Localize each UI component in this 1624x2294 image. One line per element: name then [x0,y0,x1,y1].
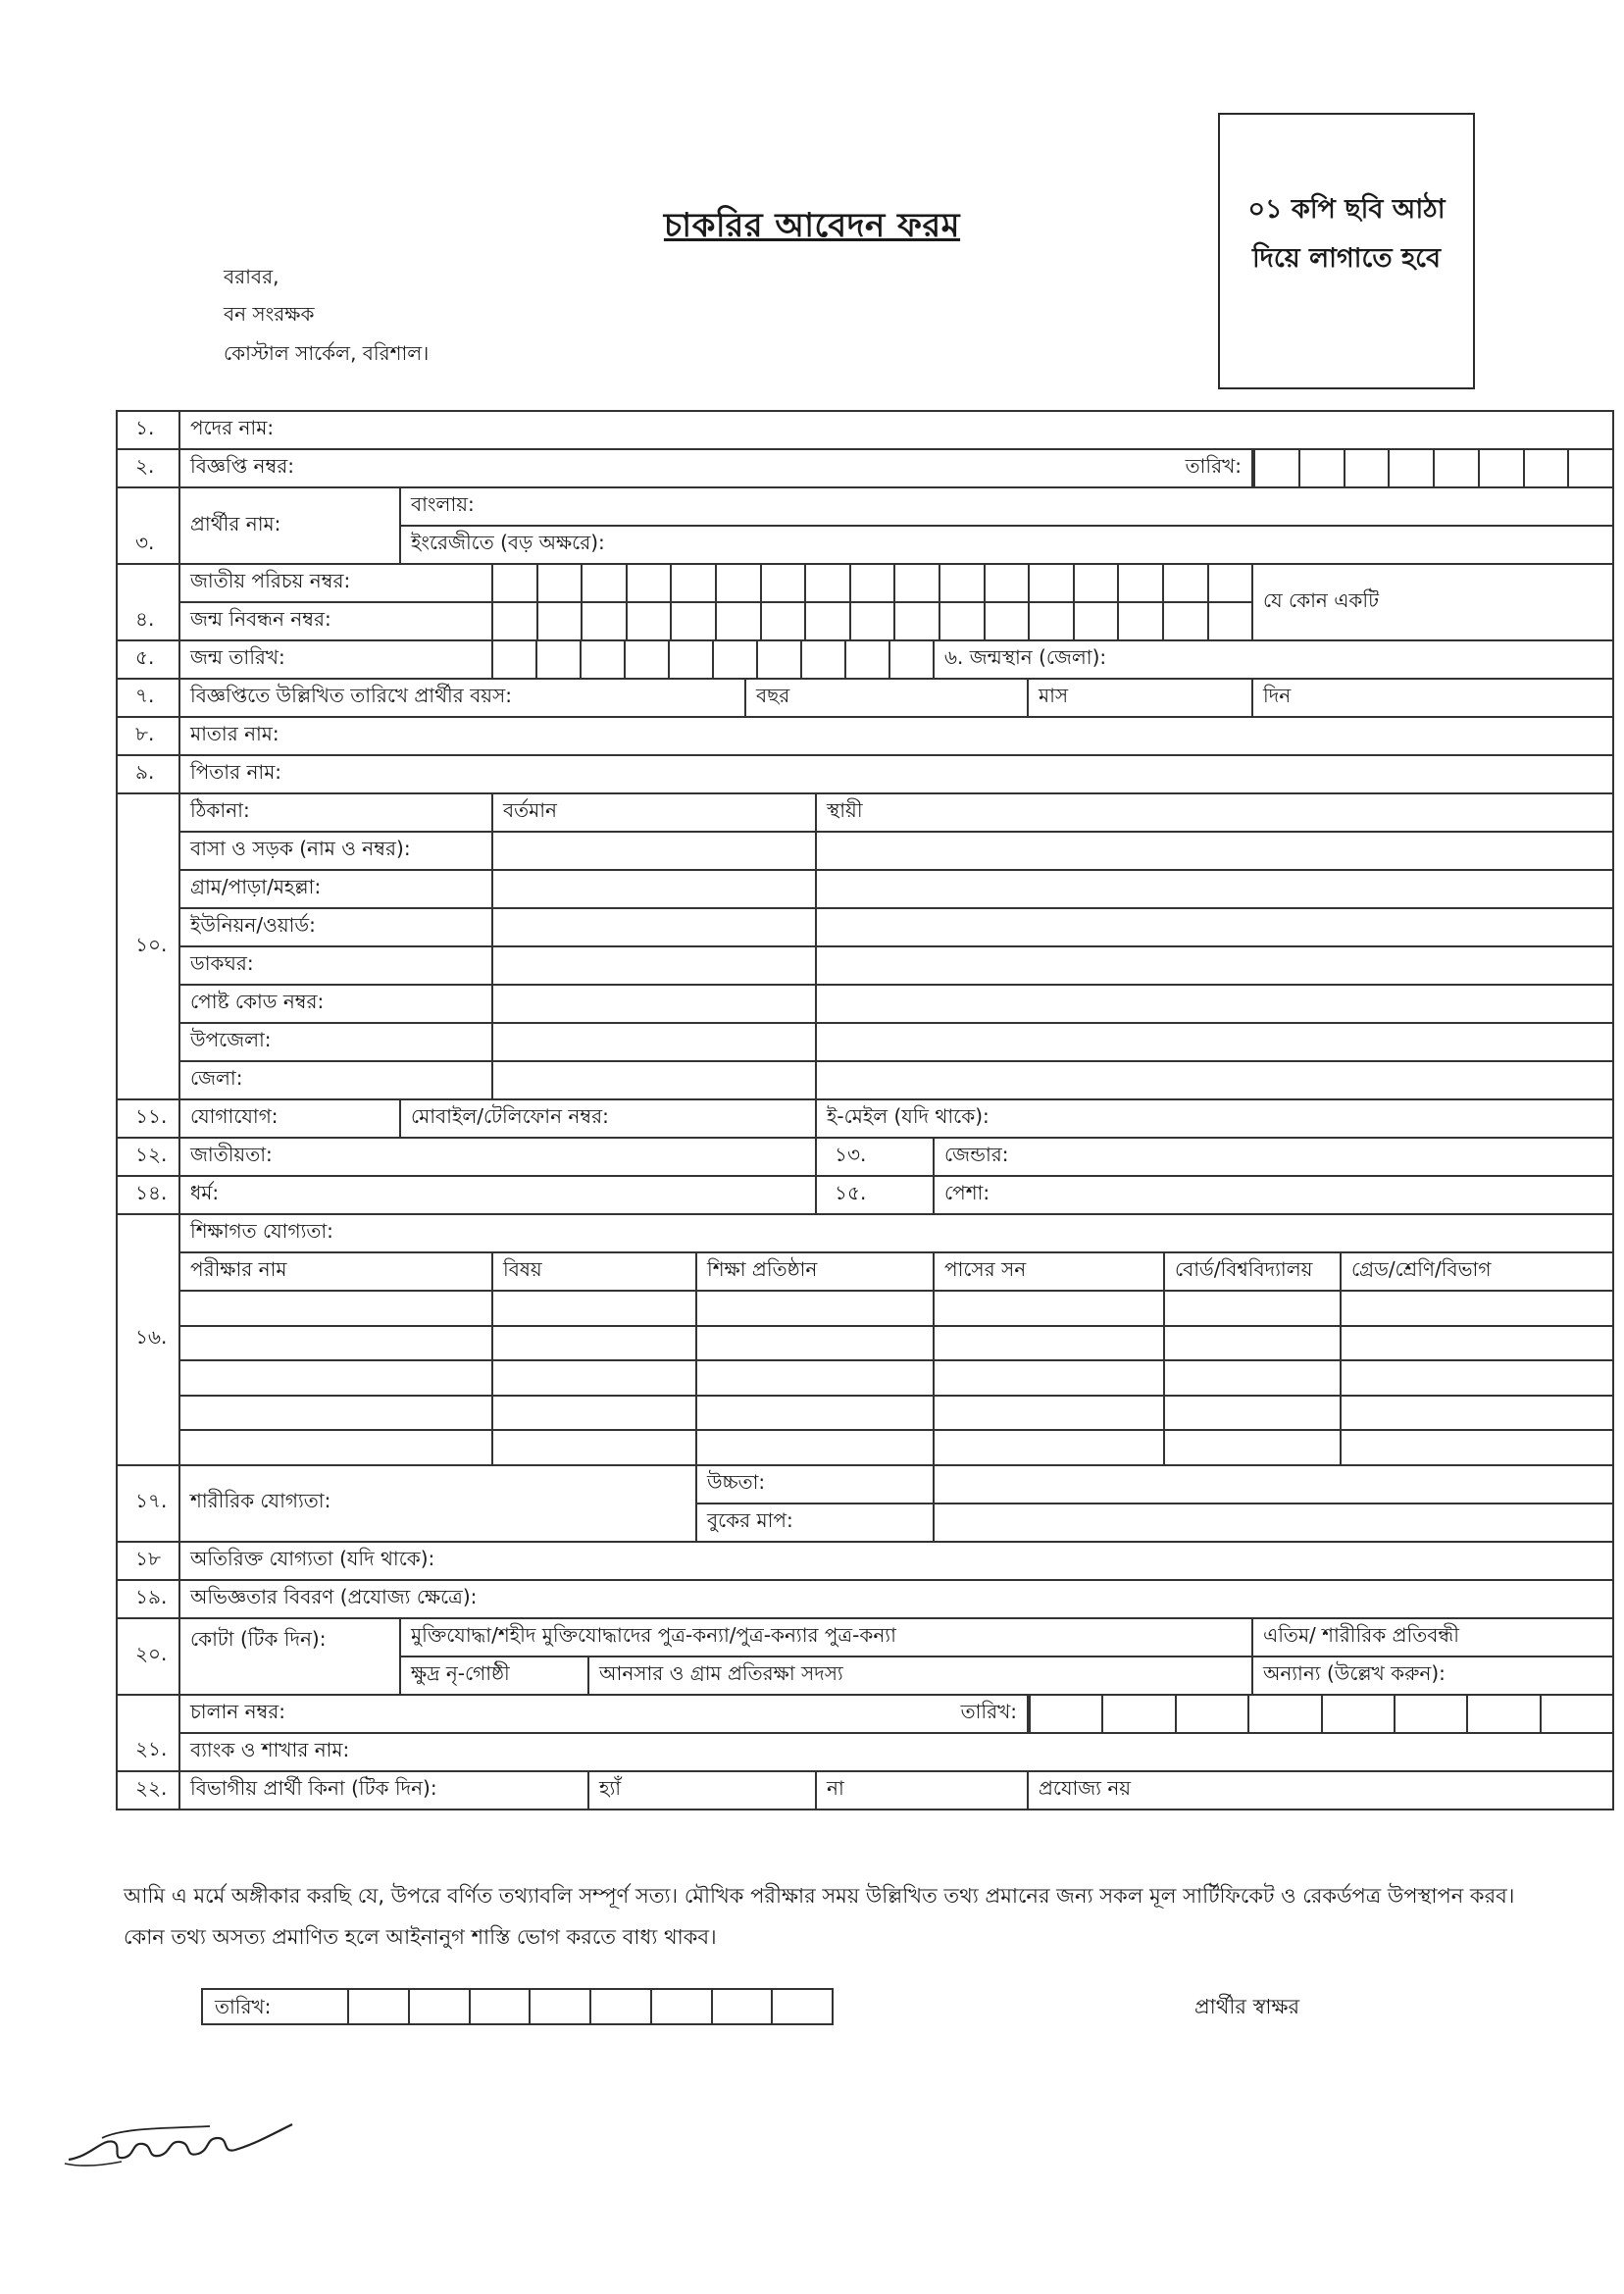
challan-date-label: তারিখ: [816,1695,1028,1733]
row-number: ১৫. [816,1176,934,1214]
age-month-field[interactable]: মাস [1028,679,1252,717]
row-date-of-birth [117,640,1613,679]
row-applicant-name-bangla [117,487,1613,526]
education-cell[interactable] [179,1360,492,1396]
row-address-house [117,832,1613,870]
quota-others-option[interactable]: অন্যান্য (উল্লেখ করুন): [1252,1657,1613,1695]
education-entry-row [117,1326,1613,1361]
name-english-field[interactable]: ইংরেজীতে (বড় অক্ষরে): [400,526,1613,564]
experience-field[interactable]: অভিজ্ঞতার বিবরণ (প্রযোজ্য ক্ষেত্রে): [179,1580,1613,1618]
gender-field[interactable]: জেন্ডার: [934,1138,1613,1176]
education-cell[interactable] [696,1326,934,1361]
row-experience [117,1580,1613,1618]
declaration-date-boxes[interactable] [201,1988,834,2025]
row-religion [117,1176,1613,1214]
education-cell[interactable] [696,1291,934,1326]
row-quota-1 [117,1618,1613,1657]
education-cell[interactable] [492,1291,696,1326]
row-nationality [117,1138,1613,1176]
extra-qualification-field[interactable]: অতিরিক্ত যোগ্যতা (যদি থাকে): [179,1542,1613,1580]
height-label: উচ্চতা: [696,1465,934,1504]
row-age [117,679,1613,717]
physical-label: শারীরিক যোগ্যতা: [179,1465,696,1542]
address-item-label: উপজেলা: [179,1023,492,1061]
education-cell[interactable] [1341,1396,1613,1431]
education-cell[interactable] [1164,1360,1341,1396]
row-number: ১৪. [117,1176,179,1214]
applicant-signature-label: প্রার্থীর স্বাক্ষর [1194,1995,1300,2018]
education-cell[interactable] [934,1291,1164,1326]
education-header: পরীক্ষার নাম [179,1252,492,1291]
education-entry-row [117,1430,1613,1465]
circular-date-boxes[interactable] [1252,449,1613,487]
row-circular-number [117,449,1613,487]
quota-orphan-option[interactable]: এতিম/ শারীরিক প্রতিবন্ধী [1252,1618,1613,1657]
education-cell[interactable] [934,1360,1164,1396]
permanent-address-field[interactable] [816,1061,1613,1099]
phone-field[interactable]: মোবাইল/টেলিফোন নম্বর: [400,1099,816,1138]
circular-date-label: তারিখ: [1164,449,1252,487]
address-label: ঠিকানা: [179,793,492,832]
present-address-field[interactable] [492,1023,816,1061]
row-bank [117,1733,1613,1771]
row-address-post-code [117,985,1613,1023]
education-header: পাসের সন [934,1252,1164,1291]
row-father-name [117,755,1613,793]
row-address-village [117,870,1613,908]
education-cell[interactable] [1164,1291,1341,1326]
departmental-yes-option[interactable]: হ্যাঁ [588,1771,816,1810]
row-number: ১. [117,411,179,449]
departmental-label: বিভাগীয় প্রার্থী কিনা (টিক দিন): [179,1771,588,1810]
row-mother-name [117,717,1613,755]
row-contact [117,1099,1613,1138]
age-label: বিজ্ঞপ্তিতে উল্লিখিত তারিখে প্রার্থীর বয়স: [179,679,745,717]
bank-branch-field[interactable]: ব্যাংক ও শাখার নাম: [179,1733,1613,1771]
education-cell[interactable] [1341,1326,1613,1361]
present-address-field[interactable] [492,832,816,870]
photo-note-line2: দিয়ে লাগাতে হবে [1251,243,1442,274]
row-challan [117,1695,1613,1733]
form-title: চাকরির আবেদন ফরম [663,206,961,245]
date-of-birth-boxes[interactable] [492,640,934,679]
education-entry-row [117,1396,1613,1431]
nid-digit-boxes[interactable] [492,564,1252,602]
row-number: ১০. [117,793,179,1099]
row-address-header [117,793,1613,832]
education-header: বোর্ড/বিশ্ববিদ্যালয় [1164,1252,1341,1291]
education-cell[interactable] [1164,1430,1341,1465]
permanent-address-header: স্থায়ী [816,793,1613,832]
row-number [117,564,179,602]
row-number: ১৩. [816,1138,934,1176]
permanent-address-field[interactable] [816,985,1613,1023]
education-cell[interactable] [179,1291,492,1326]
permanent-address-field[interactable] [816,1023,1613,1061]
name-bangla-field[interactable]: বাংলায়: [400,487,1613,526]
quota-freedom-fighter-option[interactable]: মুক্তিযোদ্ধা/শহীদ মুক্তিযোদ্ধাদের পুত্র-কন্যা/পুত্র-কন্যার পুত্র-কন্যা [400,1618,1252,1657]
permanent-address-field[interactable] [816,946,1613,985]
row-number: ৪. [117,602,179,640]
row-number: ১৯. [117,1580,179,1618]
row-number: ২. [117,449,179,487]
education-cell[interactable] [179,1326,492,1361]
email-field[interactable]: ই-মেইল (যদি থাকে): [816,1099,1613,1138]
row-number: ১২. [117,1138,179,1176]
education-cell[interactable] [934,1396,1164,1431]
declaration-text: আমি এ মর্মে অঙ্গীকার করছি যে, উপরে বর্ণিত তথ্যাবলি সম্পূর্ণ সত্য। মৌখিক পরীক্ষার সময় উল্লিখিত তথ্য প্রমানের জন্য সকল মূল সার্টিফিকেট ও রেকর্ডপত্র উপস্থাপন করব। কোন তথ্য অসত্য প্রমাণিত হলে আইনানুগ শাস্তি ভোগ করতে বাধ্য থাকব। [124,1884,1515,1949]
birth-registration-digit-boxes[interactable] [492,602,1252,640]
present-address-field[interactable] [492,985,816,1023]
age-year-field[interactable]: বছর [745,679,1028,717]
departmental-na-option[interactable]: প্রযোজ্য নয় [1028,1771,1613,1810]
education-cell[interactable] [1164,1326,1341,1361]
mother-name-field[interactable]: মাতার নাম: [179,717,1613,755]
present-address-field[interactable] [492,908,816,946]
education-cell[interactable] [492,1360,696,1396]
education-header: বিষয় [492,1252,696,1291]
birth-registration-label: জন্ম নিবন্ধন নম্বর: [179,602,492,640]
nid-label: জাতীয় পরিচয় নম্বর: [179,564,492,602]
contact-label: যোগাযোগ: [179,1099,400,1138]
row-post-name [117,411,1613,449]
height-field[interactable] [934,1465,1613,1504]
row-address-upazila [117,1023,1613,1061]
row-number [117,487,179,526]
education-cell[interactable] [1341,1360,1613,1396]
present-address-header: বর্তমান [492,793,816,832]
row-extra-qualification [117,1542,1613,1580]
applicant-name-label: প্রার্থীর নাম: [179,487,400,564]
row-number: ৫. [117,640,179,679]
either-one-note: যে কোন একটি [1252,564,1613,640]
address-item-label: বাসা ও সড়ক (নাম ও নম্বর): [179,832,492,870]
quota-ansar-option[interactable]: আনসার ও গ্রাম প্রতিরক্ষা সদস্য [588,1657,1252,1695]
challan-number-field[interactable]: চালান নম্বর: [179,1695,816,1733]
row-number: ১৬. [117,1214,179,1465]
row-address-union [117,908,1613,946]
row-number: ২০. [117,1618,179,1695]
address-line-2: বন সংরক্ষক [224,302,315,326]
education-cell[interactable] [1341,1430,1613,1465]
present-address-field[interactable] [492,1061,816,1099]
religion-field[interactable]: ধর্ম: [179,1176,816,1214]
row-address-district [117,1061,1613,1099]
quota-ethnic-option[interactable]: ক্ষুদ্র নৃ-গোষ্ঠী [400,1657,588,1695]
application-form-table [116,410,1614,1810]
education-cell[interactable] [934,1430,1164,1465]
handwritten-signature [63,2099,298,2177]
declaration-date-label: তারিখ: [215,1995,272,2018]
occupation-field[interactable]: পেশা: [934,1176,1613,1214]
address-line-3: কোস্টাল সার্কেল, বরিশাল। [224,341,430,365]
row-number: ৩. [117,526,179,564]
address-item-label: পোষ্ট কোড নম্বর: [179,985,492,1023]
education-cell[interactable] [696,1430,934,1465]
row-address-post-office [117,946,1613,985]
row-number: ১১. [117,1099,179,1138]
address-item-label: ডাকঘর: [179,946,492,985]
education-cell[interactable] [1341,1291,1613,1326]
education-header: গ্রেড/শ্রেণি/বিভাগ [1341,1252,1613,1291]
date-of-birth-label: জন্ম তারিখ: [179,640,492,679]
photo-note-line1: ০১ কপি ছবি আঠা [1247,194,1446,225]
photo-placeholder-box [1218,113,1475,389]
present-address-field[interactable] [492,946,816,985]
education-cell[interactable] [492,1396,696,1431]
education-header-row [117,1252,1613,1291]
education-cell[interactable] [934,1326,1164,1361]
present-address-field[interactable] [492,870,816,908]
row-number: ৭. [117,679,179,717]
row-number: ২২. [117,1771,179,1810]
nationality-field[interactable]: জাতীয়তা: [179,1138,816,1176]
chest-field[interactable] [934,1504,1613,1542]
education-cell[interactable] [492,1430,696,1465]
row-departmental [117,1771,1613,1810]
education-cell[interactable] [179,1430,492,1465]
education-header: শিক্ষা প্রতিষ্ঠান [696,1252,934,1291]
row-physical-height [117,1465,1613,1504]
education-cell[interactable] [696,1360,934,1396]
circular-number-field[interactable]: বিজ্ঞপ্তি নম্বর: [179,449,1164,487]
father-name-field[interactable]: পিতার নাম: [179,755,1613,793]
address-item-label: ইউনিয়ন/ওয়ার্ড: [179,908,492,946]
row-number [117,1695,179,1733]
education-cell[interactable] [696,1396,934,1431]
permanent-address-field[interactable] [816,870,1613,908]
departmental-no-option[interactable]: না [816,1771,1028,1810]
row-education-title [117,1214,1613,1252]
education-cell[interactable] [1164,1396,1341,1431]
chest-label: বুকের মাপ: [696,1504,934,1542]
address-item-label: জেলা: [179,1061,492,1099]
row-number: ৮. [117,717,179,755]
education-label: শিক্ষাগত যোগ্যতা: [179,1214,1613,1252]
quota-label: কোটা (টিক দিন): [179,1618,400,1695]
birthplace-district-field[interactable]: ৬. জন্মস্থান (জেলা): [934,640,1613,679]
challan-date-boxes[interactable] [1028,1695,1613,1733]
row-number: ১৭. [117,1465,179,1542]
education-cell[interactable] [492,1326,696,1361]
education-cell[interactable] [179,1396,492,1431]
row-number: ৯. [117,755,179,793]
row-number: ১৮ [117,1542,179,1580]
age-day-field[interactable]: দিন [1252,679,1613,717]
permanent-address-field[interactable] [816,832,1613,870]
education-entry-row [117,1291,1613,1326]
address-item-label: গ্রাম/পাড়া/মহল্লা: [179,870,492,908]
post-name-field[interactable]: পদের নাম: [179,411,1613,449]
row-number: ২১. [117,1733,179,1771]
row-nid [117,564,1613,602]
address-line-1: বরাবর, [224,265,279,288]
permanent-address-field[interactable] [816,908,1613,946]
education-entry-row [117,1360,1613,1396]
